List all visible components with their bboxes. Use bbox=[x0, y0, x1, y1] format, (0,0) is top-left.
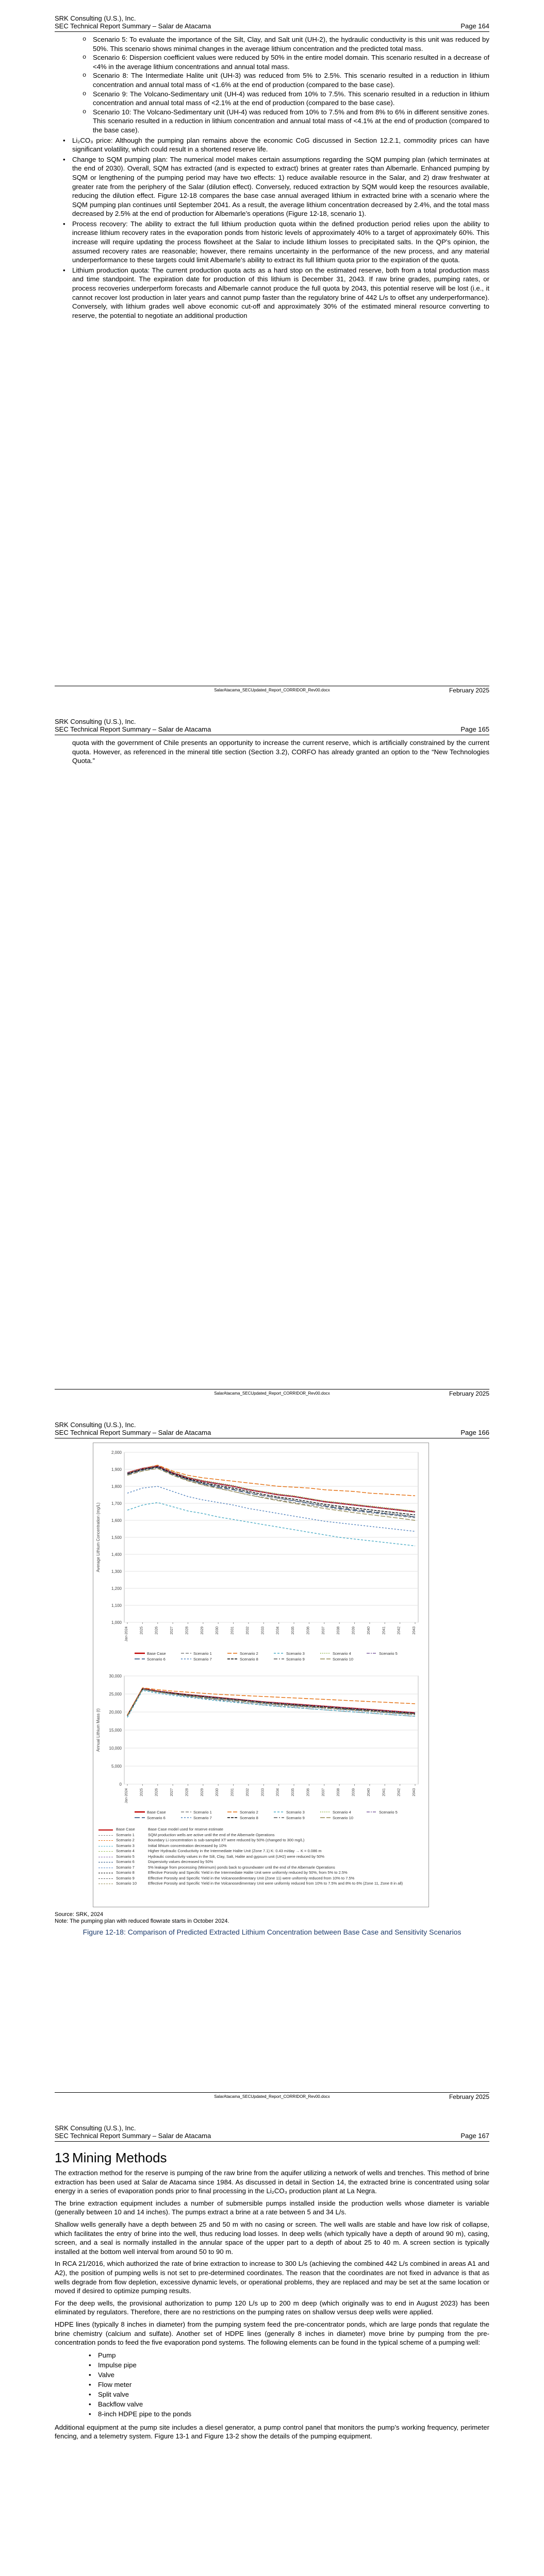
x-tick-label: 2040 bbox=[367, 1788, 371, 1797]
legend-label: Scenario 5 bbox=[379, 1810, 398, 1815]
y-tick-label: 1,600 bbox=[111, 1518, 122, 1523]
x-tick-label: 2025 bbox=[140, 1788, 144, 1797]
x-tick-label: 2025 bbox=[140, 1626, 144, 1635]
paragraph: Shallow wells generally have a depth between 25 and 50 m with no casing or screen. The well walls are stable and have low risk of collapse, which facilitates the entry of brine into the well, thus reducing load losses. In deep wells (which typically have a depth of around 90 m), casing, screen, and a seal is normally installed in the annular space of the upper part to a depth of about 25 to 40 m. A screen section is typically installed at the bottom well interval from around 50 to 90 m. bbox=[55, 2220, 489, 2256]
legend-label: Scenario 2 bbox=[240, 1651, 258, 1656]
legend-label: Scenario 10 bbox=[333, 1657, 354, 1662]
x-tick-label: 2037 bbox=[321, 1626, 325, 1635]
y-tick-label: 2,000 bbox=[111, 1450, 122, 1455]
footer-date: February 2025 bbox=[449, 687, 489, 694]
legend-table-key: Scenario 10 bbox=[116, 1881, 137, 1886]
list-item: • Process recovery: The ability to extract the full lithium production quota within the defined production period relies upon the ability to increase lithium recovery rates in the evaporation ponds from historic levels of approximately 40% to a target of approximately 60%. This increase will require updating the process flowsheet at the Salar to include lithium losses to precipitated salts. In the QP’s opinion, the assumed recovery rates are reasonable; however, there remains uncertainty in the performance of the new process, and any material underperformance to these targets could limit Albemarle’s ability to extract its full lithium quota prior to the expiration of the quota. bbox=[72, 219, 489, 265]
list-item: o Scenario 5: To evaluate the importance of the Silt, Clay, and Salt unit (UH-2), the hydraulic conductivity is this unit was reduced by 50%. This scenario shows minimal changes in the average lithium concentration and the predicted total mass. bbox=[93, 35, 489, 53]
x-tick-label: 2029 bbox=[200, 1788, 204, 1797]
legend-table-description: Initial lithium concentration decreased by 10% bbox=[148, 1843, 227, 1848]
lithium-concentration-chart bbox=[93, 1443, 428, 1667]
x-tick-label: 2039 bbox=[352, 1626, 356, 1635]
x-tick-label: 2037 bbox=[321, 1788, 325, 1797]
page-number: Page 166 bbox=[460, 1429, 489, 1436]
legend-label: Scenario 4 bbox=[333, 1810, 351, 1815]
list-item: • Backflow valve bbox=[98, 2399, 489, 2409]
list-item: • Lithium production quota: The current production quota acts as a hard stop on the estimated reserve, both from a total production mass and time standpoint. The expiration date for production of this lithium is December 31, 2043. If raw brine grades, pumping rates, or process recoveries underperform forecasts and Albemarle cannot produce the full quota by 2043, this potential reserve will be lost (i.e., it cannot recover lost production in later years and cannot pump faster than the regulatory brine of 442 L/s to offset any underperformance). Conversely, with lithium grades well above economic cut-off and approximately 30% of the estimated mineral resource converting to reserve, the potential to negotiate an additional production bbox=[72, 266, 489, 320]
section-number: 13 bbox=[55, 2150, 70, 2165]
scenario-legend-table bbox=[98, 1827, 423, 1887]
legend-label: Scenario 7 bbox=[193, 1816, 212, 1820]
continued-paragraph: quota with the government of Chile presents an opportunity to increase the current reserve, which is artificially constrained by the current quota. However, as referenced in the mineral title section (Section 3.2), CORFO has already granted an option to the “New Technologies Quota.” bbox=[72, 739, 489, 765]
x-tick-label: 2035 bbox=[291, 1788, 295, 1797]
legend-table-description: Dispersivity values decreased by 50% bbox=[148, 1859, 213, 1864]
legend-table-key: Scenario 7 bbox=[116, 1865, 135, 1870]
x-tick-label: 2036 bbox=[306, 1626, 310, 1635]
legend-table-row bbox=[98, 1881, 423, 1887]
y-tick-label: 1,000 bbox=[111, 1620, 122, 1625]
footer-filename: SalarAtacama_SECUpdated_Report_CORRIDOR_Rev00.docx bbox=[214, 1391, 330, 1396]
page-164-body bbox=[55, 35, 489, 321]
section-heading bbox=[55, 2150, 167, 2166]
paragraph: The brine extraction equipment includes a number of submersible pumps installed inside the production wells whose diameter is variable (generally between 10 and 14 inches). The pumps extract a brine at a rate between 5 and 34 L/s. bbox=[55, 2199, 489, 2216]
legend-table-key: Scenario 8 bbox=[116, 1870, 135, 1875]
y-tick-label: 1,100 bbox=[111, 1603, 122, 1608]
x-tick-label: 2030 bbox=[216, 1788, 220, 1797]
legend-table-description: Boundary Li concentration is sub-sampled XT were reduced by 50% (changed to 300 mg/L) bbox=[148, 1838, 305, 1842]
x-tick-label: 2027 bbox=[170, 1626, 174, 1635]
page-number: Page 164 bbox=[460, 22, 489, 30]
x-tick-label: 2042 bbox=[397, 1788, 401, 1797]
legend-table-row bbox=[98, 1827, 423, 1833]
x-tick-label: 2038 bbox=[337, 1626, 341, 1635]
x-tick-label: 2038 bbox=[337, 1788, 341, 1797]
list-item: o Scenario 8: The Intermediate Halite unit (UH-3) was reduced from 5% to 2.5%. This scenario resulted in a reduction in lithium concentration and annual total mass of <1.6% at the end of production (compared to the base case). bbox=[93, 71, 489, 89]
legend-label: Scenario 1 bbox=[193, 1651, 212, 1656]
equipment-list bbox=[55, 2350, 489, 2419]
paragraph: In RCA 21/2016, which authorized the rate of brine extraction to increase to 300 L/s (achieving the combined 442 L/s combined in areas A1 and A2), the position of pumping wells is not set to pre-determined coordinates. The reason that the coordinates are not fixed in advance is that as wells degrade from flow depletion, excessive dynamic levels, or operational problems, they are replaced and may be set at the same location or moved if desired to optimize pumping results. bbox=[55, 2260, 489, 2295]
footer-filename: SalarAtacama_SECUpdated_Report_CORRIDOR_Rev00.docx bbox=[214, 688, 330, 692]
legend-table-key: Scenario 5 bbox=[116, 1854, 135, 1859]
x-tick-label: 2043 bbox=[413, 1626, 416, 1635]
page-167 bbox=[0, 2110, 544, 2576]
x-tick-label: 2042 bbox=[397, 1626, 401, 1635]
x-tick-label: 2032 bbox=[245, 1626, 250, 1635]
page-165 bbox=[0, 703, 544, 1406]
legend-label: Scenario 9 bbox=[286, 1657, 305, 1662]
x-tick-label: Jan-2024 bbox=[125, 1626, 128, 1642]
legend-table-description: 5% leakage from processing (Minimum) ponds back to groundwater until the end of the Albemarle Operations bbox=[148, 1865, 335, 1870]
legend-table-row bbox=[98, 1876, 423, 1882]
header-report-title: SEC Technical Report Summary – Salar de Atacama bbox=[55, 2132, 211, 2140]
legend-label: Scenario 9 bbox=[286, 1816, 305, 1820]
y-tick-label: 0 bbox=[119, 1782, 122, 1787]
x-tick-label: 2034 bbox=[276, 1626, 280, 1635]
x-tick-label: 2032 bbox=[245, 1788, 250, 1797]
legend-table-key: Scenario 3 bbox=[116, 1843, 135, 1848]
legend-table-swatch bbox=[98, 1878, 113, 1879]
figure-12-18 bbox=[93, 1443, 429, 1907]
legend-label: Scenario 3 bbox=[286, 1651, 305, 1656]
legend-label: Scenario 2 bbox=[240, 1810, 258, 1815]
legend-table-swatch bbox=[98, 1835, 113, 1836]
legend-table-row bbox=[98, 1859, 423, 1865]
page-number: Page 165 bbox=[460, 725, 489, 733]
list-item: • Li₂CO₃ price: Although the pumping plan remains above the economic CoG discussed in Section 12.2.1, commodity prices can have significant volatility, which could result in a shortened reserve life. bbox=[72, 136, 489, 154]
list-item: • Pump bbox=[98, 2350, 489, 2360]
x-tick-label: 2033 bbox=[261, 1788, 265, 1797]
x-tick-label: 2043 bbox=[413, 1788, 416, 1797]
y-tick-label: 10,000 bbox=[109, 1746, 122, 1751]
header-company: SRK Consulting (U.S.), Inc. bbox=[55, 2124, 136, 2132]
paragraph: For the deep wells, the provisional authorization to pump 120 L/s up to 200 m deep (which originally was to end in August 2023) has been eliminated by regulators. Therefore, there are no restrictions on the pumping rates on shallow versus deep wells were applied. bbox=[55, 2299, 489, 2316]
y-tick-label: 1,200 bbox=[111, 1586, 122, 1591]
footer-date: February 2025 bbox=[449, 2093, 489, 2100]
x-tick-label: 2026 bbox=[155, 1626, 159, 1635]
paragraph: The extraction method for the reserve is pumping of the raw brine from the aquifer utilizing a network of wells and trenches. This method of brine extraction has been used at Salar de Atacama since 1984. As discussed in detail in Section 14, the extracted brine is concentrated using solar energy in a series of evaporation ponds prior to final processing in the Li₂CO₃ production plant at La Negra. bbox=[55, 2169, 489, 2195]
legend-table-description: SQM production wells are active until the end of the Albemarle Operations bbox=[148, 1832, 275, 1837]
x-tick-label: 2041 bbox=[382, 1788, 386, 1797]
header-report-title: SEC Technical Report Summary – Salar de Atacama bbox=[55, 1429, 211, 1436]
y-tick-label: 5,000 bbox=[111, 1764, 122, 1769]
section-title: Mining Methods bbox=[72, 2150, 167, 2165]
y-axis-label: Annual Lithium Mass (t) bbox=[96, 1708, 101, 1752]
legend-table-description: Higher Hydraulic Conductivity in the Intermediate Halite Unit (Zone 7.1) K: 0.43 m/day → K = 0.086 m bbox=[148, 1849, 322, 1853]
list-item: • Split valve bbox=[98, 2389, 489, 2399]
legend-table-row bbox=[98, 1854, 423, 1860]
source-line: Source: SRK, 2024 Note: The pumping plan with reduced flowrate starts in October 2024. bbox=[55, 1911, 229, 1924]
legend-label: Scenario 3 bbox=[286, 1810, 305, 1815]
legend-table-description: Base Case model used for reserve estimate bbox=[148, 1827, 223, 1832]
chart-legend bbox=[135, 1651, 398, 1662]
header-company: SRK Consulting (U.S.), Inc. bbox=[55, 1421, 136, 1429]
legend-table-swatch bbox=[98, 1829, 113, 1831]
chart-legend bbox=[135, 1810, 398, 1820]
x-tick-label: 2034 bbox=[276, 1788, 280, 1797]
x-tick-label: Jan-2024 bbox=[125, 1788, 128, 1804]
footer-filename: SalarAtacama_SECUpdated_Report_CORRIDOR_Rev00.docx bbox=[214, 2094, 330, 2099]
x-tick-label: 2029 bbox=[200, 1626, 204, 1635]
page-number: Page 167 bbox=[460, 2132, 489, 2140]
footer-date: February 2025 bbox=[449, 1390, 489, 1397]
list-item: • Change to SQM pumping plan: The numerical model makes certain assumptions regarding the SQM pumping plan (which terminates at the end of 2030). Overall, SQM has extracted (and is expected to extract) brines at greater rates than Albemarle. Enhanced pumping by SQM or lengthening of the pumping period may have two effects: 1) reduce available resource in the Salar, and 2) draw freshwater at greater rate from the periphery of the Salar (dilution effect). Conversely, reduced extraction by SQM would keep the resources available, reducing the dilution effect. Figure 12-18 compares the base case annual averaged lithium in extracted brine with a scenario where the SQM pumping plan continues until September 2041. As a result, the average lithium concentration decreased by 2.4%, and the total mass decreased by 2.5% at the end of production for Albemarle’s operations (Figure 12-18, scenario 1). bbox=[72, 155, 489, 218]
x-tick-label: 2030 bbox=[216, 1626, 220, 1635]
page-164 bbox=[0, 0, 544, 703]
legend-table-key: Scenario 6 bbox=[116, 1859, 135, 1864]
legend-label: Scenario 7 bbox=[193, 1657, 212, 1662]
x-tick-label: 2040 bbox=[367, 1626, 371, 1635]
legend-label: Scenario 6 bbox=[147, 1657, 166, 1662]
y-tick-label: 20,000 bbox=[109, 1710, 122, 1715]
x-tick-label: 2027 bbox=[170, 1788, 174, 1797]
legend-table-swatch bbox=[98, 1840, 113, 1841]
x-tick-label: 2028 bbox=[185, 1788, 189, 1797]
legend-table-row bbox=[98, 1865, 423, 1871]
figure-source-note bbox=[55, 1911, 229, 1925]
x-tick-label: 2031 bbox=[230, 1626, 235, 1635]
y-tick-label: 1,700 bbox=[111, 1501, 122, 1506]
list-item: • Valve bbox=[98, 2370, 489, 2380]
x-tick-label: 2028 bbox=[185, 1626, 189, 1635]
y-axis-label: Average Lithium Concentration (mg/L) bbox=[96, 1502, 101, 1572]
legend-table-key: Scenario 9 bbox=[116, 1875, 135, 1880]
paragraph: Additional equipment at the pump site includes a diesel generator, a pump control panel that monitors the pump’s working frequency, perimeter fencing, and a telemetry system. Figure 13-1 and Figure 13-2 show the details of the pumping equipment. bbox=[55, 2423, 489, 2441]
y-tick-label: 1,300 bbox=[111, 1569, 122, 1574]
legend-label: Scenario 1 bbox=[193, 1810, 212, 1815]
y-tick-label: 15,000 bbox=[109, 1728, 122, 1733]
legend-label: Scenario 4 bbox=[333, 1651, 351, 1656]
y-tick-label: 1,900 bbox=[111, 1467, 122, 1472]
legend-table-swatch bbox=[98, 1851, 113, 1852]
y-tick-label: 25,000 bbox=[109, 1692, 122, 1697]
x-tick-label: 2033 bbox=[261, 1626, 265, 1635]
x-tick-label: 2041 bbox=[382, 1626, 386, 1635]
y-tick-label: 1,800 bbox=[111, 1484, 122, 1489]
x-tick-label: 2036 bbox=[306, 1788, 310, 1797]
y-tick-label: 1,400 bbox=[111, 1552, 122, 1557]
legend-table-key: Scenario 2 bbox=[116, 1838, 135, 1842]
x-tick-label: 2031 bbox=[230, 1788, 235, 1797]
list-item: • Flow meter bbox=[98, 2380, 489, 2389]
scenario-list bbox=[55, 35, 489, 135]
legend-table-key: Scenario 1 bbox=[116, 1832, 135, 1837]
legend-label: Scenario 8 bbox=[240, 1657, 258, 1662]
list-item: • 8-inch HDPE pipe to the ponds bbox=[98, 2409, 489, 2419]
legend-table-description: Effective Porosity and Specific Yield in the Volcanosedimentary Unit (Zone 11) were uniformly reduced from 10% to 7.5% bbox=[148, 1875, 355, 1880]
list-item: o Scenario 9: The Volcano-Sedimentary unit (UH-4) was reduced from 10% to 7.5%. This scenario resulted in a reduction in lithium concentration and annual total mass of <2.1% at the end of production (compared to the base case). bbox=[93, 90, 489, 108]
legend-label: Base Case bbox=[147, 1810, 166, 1815]
header-report-title: SEC Technical Report Summary – Salar de Atacama bbox=[55, 725, 211, 733]
legend-table-key: Scenario 4 bbox=[116, 1849, 135, 1853]
page-166 bbox=[0, 1406, 544, 2110]
page-165-body bbox=[55, 738, 489, 769]
legend-table-description: Hydraulic conductivity values in the Silt, Clay, Salt, Halite and gypsum unit (UH2) were reduced by 50% bbox=[148, 1854, 325, 1859]
legend-table-row bbox=[98, 1838, 423, 1843]
x-tick-label: 2026 bbox=[155, 1788, 159, 1797]
page-167-body bbox=[55, 2168, 489, 2444]
legend-label: Scenario 10 bbox=[333, 1816, 354, 1820]
legend-table-row bbox=[98, 1870, 423, 1876]
risk-bullet-list bbox=[55, 136, 489, 320]
list-item: • Impulse pipe bbox=[98, 2360, 489, 2370]
figure-caption: Figure 12-18: Comparison of Predicted Extracted Lithium Concentration between Base Case and Sensitivity Scenarios bbox=[83, 1928, 461, 1936]
x-tick-label: 2039 bbox=[352, 1788, 356, 1797]
legend-table-description: Effective Porosity and Specific Yield in the Volcanosedimentary Unit were uniformly reduced from 10% to 7.5% and 8% to 6% (Zone 11, Zone 8 in all) bbox=[148, 1881, 403, 1886]
x-tick-label: 2035 bbox=[291, 1626, 295, 1635]
list-item: o Scenario 10: The Volcano-Sedimentary unit (UH-4) was reduced from 10% to 7.5% and from 8% to 6% in different sensitive zones. This scenario resulted in a reduction in lithium concentration and annual total mass of <4.1% at the end of production (compared to the base case). bbox=[93, 108, 489, 135]
legend-label: Base Case bbox=[147, 1651, 166, 1656]
legend-table-key: Base Case bbox=[116, 1827, 135, 1832]
paragraph: HDPE lines (typically 8 inches in diameter) from the pumping system feed the pre-concentrator ponds, which are large ponds that regulate the brine chemistry (calcium and sulfate). Another set of HDPE lines (generally 8 inches in diameter) move brine by pumping from the pre-concentration ponds to feed the five evaporation pond systems. The following elements can be found in the typical scheme of a pumping well: bbox=[55, 2320, 489, 2347]
list-item: o Scenario 6: Dispersion coefficient values were reduced by 50% in the entire model domain. This scenario resulted in a decrease of <4% in the average lithium concentrations and annual total mass. bbox=[93, 53, 489, 71]
annual-lithium-mass-chart bbox=[93, 1670, 428, 1824]
legend-label: Scenario 6 bbox=[147, 1816, 166, 1820]
header-report-title: SEC Technical Report Summary – Salar de Atacama bbox=[55, 22, 211, 30]
legend-table-row bbox=[98, 1843, 423, 1849]
header-company: SRK Consulting (U.S.), Inc. bbox=[55, 14, 136, 22]
y-tick-label: 30,000 bbox=[109, 1674, 122, 1679]
legend-label: Scenario 8 bbox=[240, 1816, 258, 1820]
y-tick-label: 1,500 bbox=[111, 1535, 122, 1540]
header-company: SRK Consulting (U.S.), Inc. bbox=[55, 718, 136, 725]
legend-label: Scenario 5 bbox=[379, 1651, 398, 1656]
legend-table-row bbox=[98, 1849, 423, 1854]
legend-table-row bbox=[98, 1833, 423, 1838]
legend-table-description: Effective Porosity and Specific Yield in the Intermediate Halite Unit were uniformly reduced by 50%, from 5% to 2.5% bbox=[148, 1870, 348, 1875]
